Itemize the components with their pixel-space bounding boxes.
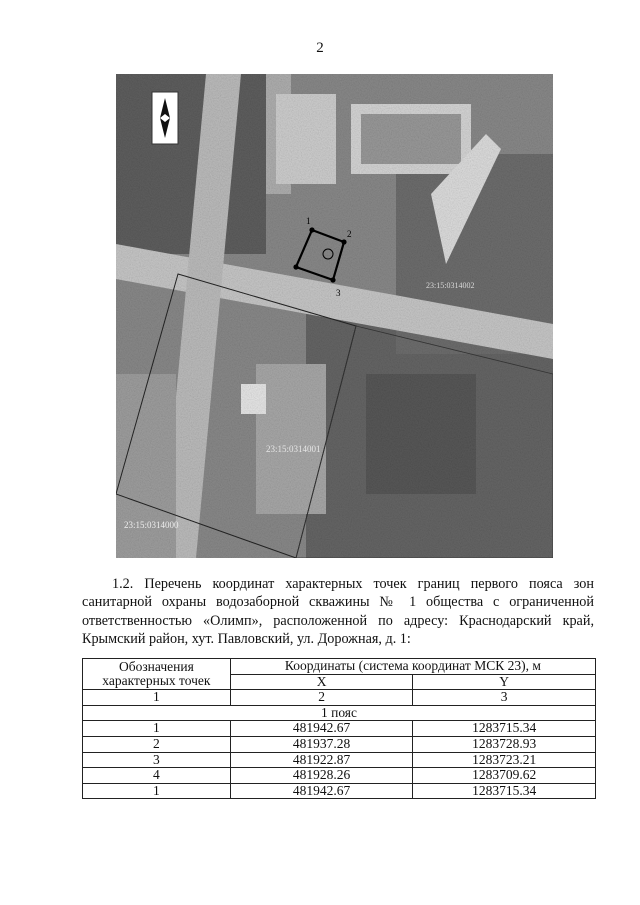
- boundary-point: [341, 239, 346, 244]
- cell-point: 1: [83, 783, 231, 799]
- cell-point: 2: [83, 736, 231, 752]
- boundary-point: [293, 264, 298, 269]
- table-row: [83, 752, 596, 768]
- col-header-points: Обозначения характерных точек: [83, 659, 231, 690]
- cell-x: 481937.28: [230, 736, 413, 752]
- cell-y: 1283715.34: [413, 783, 596, 799]
- north-arrow-icon: [152, 92, 178, 144]
- point-label: 1: [306, 216, 311, 226]
- cell-y: 1283728.93: [413, 736, 596, 752]
- cell-point: 1: [83, 721, 231, 737]
- table-row: [83, 736, 596, 752]
- table-row: [83, 768, 596, 784]
- col-header-x: X: [230, 674, 413, 690]
- table-row: [83, 783, 596, 799]
- parcel-label: 23:15:0314000: [124, 520, 179, 530]
- aerial-map: [116, 74, 553, 558]
- boundary-point: [330, 277, 335, 282]
- page-number: 2: [316, 40, 324, 56]
- section-row: [83, 705, 596, 721]
- cell-y: 1283715.34: [413, 721, 596, 737]
- cell-point: 3: [83, 752, 231, 768]
- cell-y: 1283723.21: [413, 752, 596, 768]
- point-label: 3: [336, 288, 341, 298]
- section-label: 1 пояс: [83, 705, 596, 721]
- column-number: 2: [230, 690, 413, 706]
- cell-x: 481922.87: [230, 752, 413, 768]
- point-label: 2: [347, 229, 352, 239]
- coordinates-description: 1.2. Перечень координат характерных точек границ первого пояса зон санитарной охраны водозаборной скважины № 1 общества с ограниченной ответственностью «Олимп», расположенной по адресу: Краснодарский край, Крымский район, хут. Павловский, ул. Дорожная, д. 1:: [82, 576, 594, 648]
- boundary-point: [309, 227, 314, 232]
- column-number: 1: [83, 690, 231, 706]
- column-numbers-row: [83, 690, 596, 706]
- parcel-label: 23:15:0314002: [426, 281, 475, 290]
- column-number: 3: [413, 690, 596, 706]
- table-row: [83, 721, 596, 737]
- parcel-label: 23:15:0314001: [266, 444, 321, 454]
- col-header-y: Y: [413, 674, 596, 690]
- cell-point: 4: [83, 768, 231, 784]
- cell-y: 1283709.62: [413, 768, 596, 784]
- coordinates-table: [82, 658, 596, 799]
- cell-x: 481928.26: [230, 768, 413, 784]
- cell-x: 481942.67: [230, 721, 413, 737]
- cell-x: 481942.67: [230, 783, 413, 799]
- col-header-coordinates: Координаты (система координат МСК 23), м: [230, 659, 595, 675]
